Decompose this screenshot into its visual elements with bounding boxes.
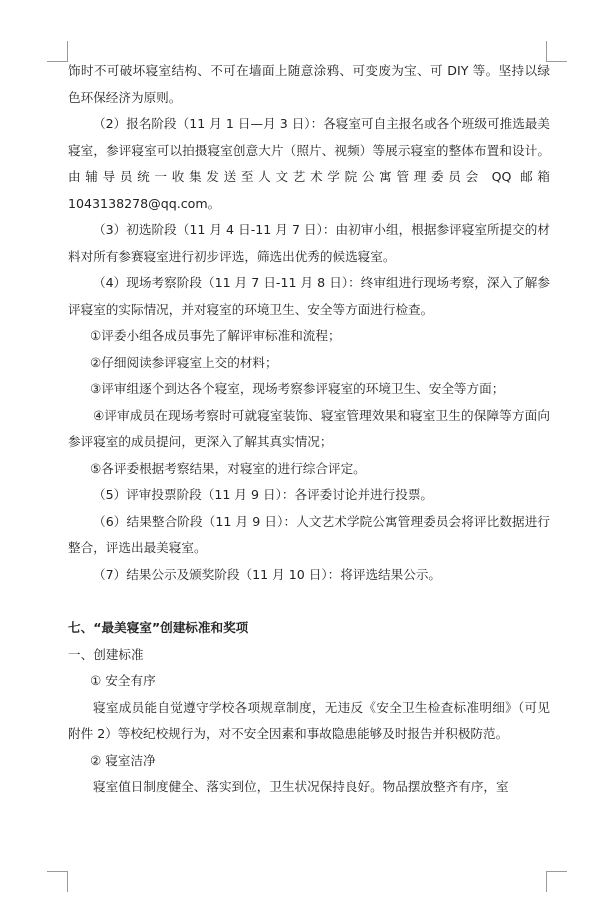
paragraph-theme-principle: 饰时不可破坏寝室结构、不可在墙面上随意涂鸦、可变废为宝、可 DIY 等。坚持以绿色环保经济为原则。	[68, 63, 550, 105]
paragraph-preliminary-stage: （3）初选阶段（11 月 4 日-11 月 7 日）：由初审小组，根据参评寝室所提交的材料对所有参赛寝室进行初步评选，筛选出优秀的候选寝室。	[68, 222, 550, 264]
paragraph-integration-stage: （6）结果整合阶段（11 月 9 日）：人文艺术学院公寓管理委员会将评比数据进行整合，评选出最美寝室。	[68, 513, 550, 555]
list-item-inspection-5: ⑤各评委根据考察结果，对寝室的进行综合评定。	[90, 460, 366, 476]
standard-safety-body: 寝室成员能自觉遵守学校各项规章制度，无违反《安全卫生检查标准明细》（可见附件 2）等校纪校规行为，对不安全因素和事故隐患能够及时报告并积极防范。	[68, 699, 550, 741]
list-item-inspection-4: ④评审成员在现场考察时可就寝室装饰、寝室管理效果和寝室卫生的保障等方面向参评寝室的成员提问，更深入了解其真实情况；	[68, 407, 550, 449]
paragraph-site-inspection-stage: （4）现场考察阶段（11 月 7 日-11 月 8 日）：终审组进行现场考察，深入了解参评寝室的实际情况，并对寝室的环境卫生、安全等方面进行检查。	[68, 275, 550, 317]
paragraph-voting-stage: （5）评审投票阶段（11 月 9 日）：各评委讨论并进行投票。	[93, 487, 434, 502]
standard-safety-title: ① 安全有序	[90, 673, 156, 688]
standard-cleanliness-body: 寝室值日制度健全、落实到位，卫生状况保持良好。物品摆放整齐有序，室	[93, 779, 509, 794]
margin-corner-mark	[47, 41, 68, 62]
subheading-standards: 一、创建标准	[68, 646, 144, 662]
section-heading: 七、“最美寝室”创建标准和奖项	[68, 620, 249, 635]
margin-corner-mark	[546, 871, 567, 892]
paragraph-announcement-stage: （7）结果公示及颁奖阶段（11 月 10 日）：将评选结果公示。	[93, 566, 442, 582]
margin-corner-mark	[47, 871, 68, 892]
standard-cleanliness-title: ② 寝室洁净	[90, 752, 156, 768]
document-page	[68, 58, 550, 801]
list-item-inspection-1: ①评委小组各成员事先了解评审标准和流程；	[90, 328, 341, 343]
list-item-inspection-2: ②仔细阅读参评寝室上交的材料；	[90, 354, 278, 370]
list-item-inspection-3: ③评审组逐个到达各个寝室，现场考察参评寝室的环境卫生、安全等方面；	[90, 381, 505, 396]
paragraph-registration-stage: （2）报名阶段（11 月 1 日—月 3 日）：各寝室可自主报名或各个班级可推选最美寝室，参评寝室可以拍摄寝室创意大片（照片、视频）等展示寝室的整体布置和设计。由辅导员统一收集发送至人文艺术学院公寓管理委员会 QQ 邮箱 1043138278@qq.com。	[68, 116, 550, 211]
